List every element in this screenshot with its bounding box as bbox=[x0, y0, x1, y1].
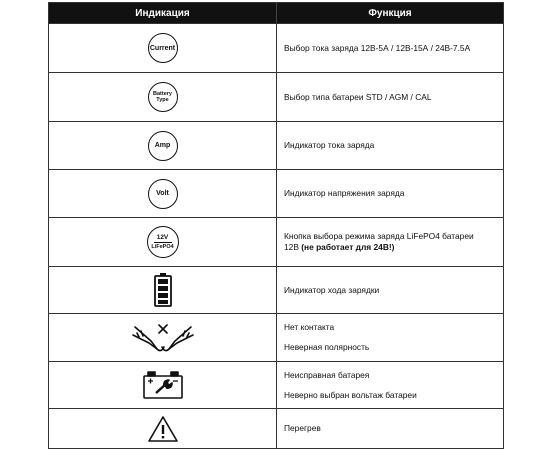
table-header bbox=[49, 3, 503, 23]
table-row bbox=[49, 121, 503, 169]
battery-charge-icon bbox=[153, 273, 173, 307]
table-row: 12V LiFePO4 Кнопка выбора режима заряда LiFePO4 батареи 12В (не работает для 24В!) bbox=[49, 217, 503, 266]
function-text: Кнопка выбора режима заряда LiFePO4 батареи bbox=[284, 231, 474, 241]
header-function: Функция bbox=[368, 7, 412, 19]
function-text: Неверно выбран вольтаж батареи bbox=[284, 389, 417, 400]
function-text: Выбор тока заряда 12В-5А / 12В-15А / 24В-7.5А bbox=[284, 42, 471, 53]
table-row bbox=[49, 23, 503, 72]
clamps-icon bbox=[131, 321, 195, 355]
table-row bbox=[49, 361, 503, 408]
table-row bbox=[49, 266, 503, 313]
table-row bbox=[49, 169, 503, 217]
warning-icon bbox=[147, 415, 179, 443]
volt-icon: Volt bbox=[148, 179, 178, 209]
indication-table bbox=[48, 2, 504, 449]
table-row bbox=[49, 72, 503, 121]
function-text: Нет контакта bbox=[284, 322, 335, 332]
function-text: Перегрев bbox=[284, 423, 321, 433]
battery-wrench-icon bbox=[142, 370, 184, 400]
warning-note: (не работает для 24В!) bbox=[298, 242, 395, 252]
function-text: Неисправная батарея bbox=[284, 369, 370, 380]
function-text: Неверная полярность bbox=[284, 342, 370, 352]
amp-icon: Amp bbox=[148, 131, 178, 161]
lifepo4-icon: 12V LiFePO4 bbox=[147, 226, 179, 258]
table-row bbox=[49, 313, 503, 361]
function-text: Выбор типа батареи STD / AGM / CAL bbox=[284, 91, 432, 102]
table-row bbox=[49, 408, 503, 448]
current-icon: Current bbox=[148, 33, 178, 63]
function-text: Индикатор напряжения заряда bbox=[284, 188, 405, 198]
function-text: Индикатор тока заряда bbox=[284, 140, 375, 150]
battery-type-icon: Battery Type bbox=[148, 82, 178, 112]
header-indication: Индикация bbox=[49, 3, 277, 23]
function-text: Индикатор хода зарядки bbox=[284, 284, 380, 295]
